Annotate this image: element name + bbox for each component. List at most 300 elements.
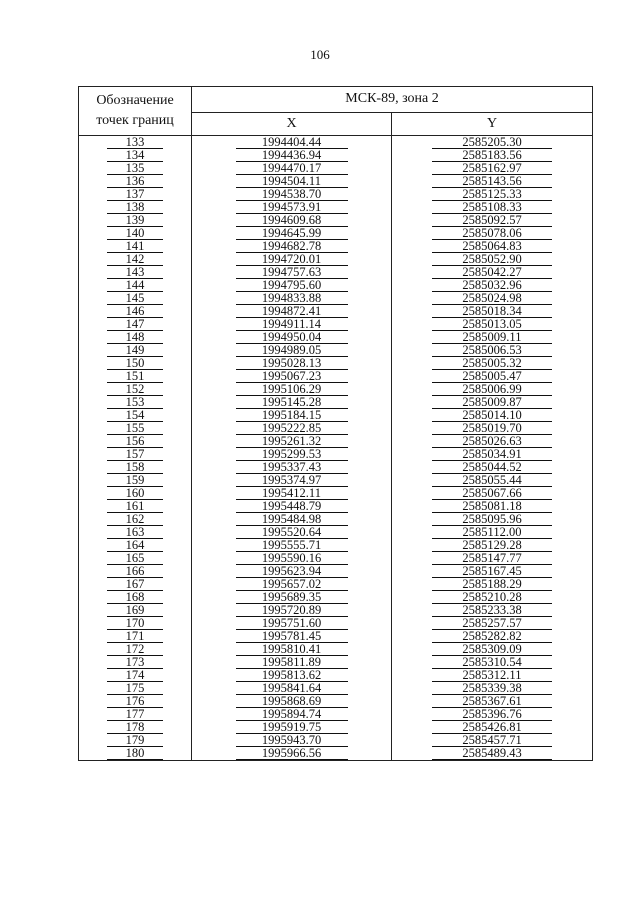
point-number-cell xyxy=(79,331,192,344)
x-coordinate-cell xyxy=(192,227,392,240)
cell-value: 2585095.96 xyxy=(432,514,552,526)
x-coordinate-cell xyxy=(192,695,392,708)
y-coordinate-cell xyxy=(392,734,593,747)
cell-value: 2585367.61 xyxy=(432,696,552,708)
cell-value: 1995590.16 xyxy=(236,553,348,565)
header-coordinate-system: МСК-89, зона 2 xyxy=(192,87,593,113)
cell-value: 1995412.11 xyxy=(236,488,348,500)
y-coordinate-cell xyxy=(392,487,593,500)
cell-value: 1995811.89 xyxy=(236,657,348,669)
cell-value: 160 xyxy=(107,488,163,500)
cell-value: 2585014.10 xyxy=(432,410,552,422)
cell-value: 2585044.52 xyxy=(432,462,552,474)
cell-value: 1995484.98 xyxy=(236,514,348,526)
table-row xyxy=(79,266,593,279)
cell-value: 2585013.05 xyxy=(432,319,552,331)
point-number-cell xyxy=(79,669,192,682)
table-row xyxy=(79,435,593,448)
table-row xyxy=(79,188,593,201)
cell-value: 2585310.54 xyxy=(432,657,552,669)
y-coordinate-cell xyxy=(392,305,593,318)
cell-value: 1994950.04 xyxy=(236,332,348,344)
cell-value: 2585457.71 xyxy=(432,735,552,747)
x-coordinate-cell xyxy=(192,240,392,253)
cell-value: 1994404.44 xyxy=(236,137,348,149)
table-row xyxy=(79,552,593,565)
table-row xyxy=(79,201,593,214)
point-number-cell xyxy=(79,435,192,448)
y-coordinate-cell xyxy=(392,149,593,162)
point-number-cell xyxy=(79,565,192,578)
table-row xyxy=(79,409,593,422)
coordinates-table-wrapper xyxy=(78,86,592,761)
table-row xyxy=(79,331,593,344)
x-coordinate-cell xyxy=(192,201,392,214)
cell-value: 153 xyxy=(107,397,163,409)
table-row xyxy=(79,669,593,682)
y-coordinate-cell xyxy=(392,318,593,331)
point-number-cell xyxy=(79,695,192,708)
point-number-cell xyxy=(79,227,192,240)
cell-value: 1995919.75 xyxy=(236,722,348,734)
cell-value: 1995943.70 xyxy=(236,735,348,747)
y-coordinate-cell xyxy=(392,591,593,604)
cell-value: 146 xyxy=(107,306,163,318)
point-number-cell xyxy=(79,136,192,150)
cell-value: 170 xyxy=(107,618,163,630)
table-row xyxy=(79,695,593,708)
header-x: X xyxy=(192,112,392,135)
y-coordinate-cell xyxy=(392,253,593,266)
table-row xyxy=(79,396,593,409)
point-number-cell xyxy=(79,526,192,539)
cell-value: 1994538.70 xyxy=(236,189,348,201)
table-row xyxy=(79,591,593,604)
x-coordinate-cell xyxy=(192,266,392,279)
cell-value: 1995520.64 xyxy=(236,527,348,539)
cell-value: 2585312.11 xyxy=(432,670,552,682)
cell-value: 158 xyxy=(107,462,163,474)
table-row xyxy=(79,370,593,383)
cell-value: 2585147.77 xyxy=(432,553,552,565)
cell-value: 1994645.99 xyxy=(236,228,348,240)
x-coordinate-cell xyxy=(192,526,392,539)
point-number-cell xyxy=(79,578,192,591)
cell-value: 162 xyxy=(107,514,163,526)
cell-value: 2585055.44 xyxy=(432,475,552,487)
cell-value: 2585210.28 xyxy=(432,592,552,604)
y-coordinate-cell xyxy=(392,708,593,721)
y-coordinate-cell xyxy=(392,136,593,150)
cell-value: 163 xyxy=(107,527,163,539)
x-coordinate-cell xyxy=(192,292,392,305)
point-number-cell xyxy=(79,643,192,656)
x-coordinate-cell xyxy=(192,747,392,761)
point-number-cell xyxy=(79,240,192,253)
y-coordinate-cell xyxy=(392,370,593,383)
y-coordinate-cell xyxy=(392,513,593,526)
table-row xyxy=(79,162,593,175)
cell-value: 1995448.79 xyxy=(236,501,348,513)
x-coordinate-cell xyxy=(192,344,392,357)
cell-value: 1995720.89 xyxy=(236,605,348,617)
y-coordinate-cell xyxy=(392,201,593,214)
cell-value: 1994609.68 xyxy=(236,215,348,227)
y-coordinate-cell xyxy=(392,565,593,578)
cell-value: 1995841.64 xyxy=(236,683,348,695)
y-coordinate-cell xyxy=(392,578,593,591)
table-row xyxy=(79,474,593,487)
x-coordinate-cell xyxy=(192,487,392,500)
cell-value: 1995145.28 xyxy=(236,397,348,409)
x-coordinate-cell xyxy=(192,305,392,318)
point-number-cell xyxy=(79,266,192,279)
x-coordinate-cell xyxy=(192,188,392,201)
y-coordinate-cell xyxy=(392,643,593,656)
y-coordinate-cell xyxy=(392,227,593,240)
y-coordinate-cell xyxy=(392,474,593,487)
point-number-cell xyxy=(79,448,192,461)
coordinates-table xyxy=(78,86,593,761)
y-coordinate-cell xyxy=(392,747,593,761)
point-number-cell xyxy=(79,513,192,526)
x-coordinate-cell xyxy=(192,734,392,747)
x-coordinate-cell xyxy=(192,565,392,578)
cell-value: 168 xyxy=(107,592,163,604)
x-coordinate-cell xyxy=(192,513,392,526)
cell-value: 175 xyxy=(107,683,163,695)
cell-value: 141 xyxy=(107,241,163,253)
y-coordinate-cell xyxy=(392,721,593,734)
table-row xyxy=(79,422,593,435)
cell-value: 2585026.63 xyxy=(432,436,552,448)
y-coordinate-cell xyxy=(392,630,593,643)
point-number-cell xyxy=(79,253,192,266)
point-number-cell xyxy=(79,734,192,747)
point-number-cell xyxy=(79,721,192,734)
y-coordinate-cell xyxy=(392,617,593,630)
y-coordinate-cell xyxy=(392,331,593,344)
cell-value: 1995813.62 xyxy=(236,670,348,682)
table-row xyxy=(79,526,593,539)
cell-value: 2585143.56 xyxy=(432,176,552,188)
point-number-cell xyxy=(79,474,192,487)
x-coordinate-cell xyxy=(192,539,392,552)
cell-value: 135 xyxy=(107,163,163,175)
x-coordinate-cell xyxy=(192,461,392,474)
point-number-cell xyxy=(79,344,192,357)
y-coordinate-cell xyxy=(392,682,593,695)
cell-value: 169 xyxy=(107,605,163,617)
point-number-cell xyxy=(79,617,192,630)
cell-value: 152 xyxy=(107,384,163,396)
cell-value: 2585426.81 xyxy=(432,722,552,734)
table-row xyxy=(79,227,593,240)
cell-value: 143 xyxy=(107,267,163,279)
y-coordinate-cell xyxy=(392,656,593,669)
cell-value: 133 xyxy=(107,137,163,149)
y-coordinate-cell xyxy=(392,422,593,435)
table-row xyxy=(79,682,593,695)
x-coordinate-cell xyxy=(192,331,392,344)
cell-value: 142 xyxy=(107,254,163,266)
cell-value: 2585129.28 xyxy=(432,540,552,552)
x-coordinate-cell xyxy=(192,318,392,331)
cell-value: 2585162.97 xyxy=(432,163,552,175)
y-coordinate-cell xyxy=(392,344,593,357)
x-coordinate-cell xyxy=(192,500,392,513)
table-row xyxy=(79,604,593,617)
cell-value: 139 xyxy=(107,215,163,227)
point-number-cell xyxy=(79,149,192,162)
table-row xyxy=(79,747,593,761)
table-row xyxy=(79,292,593,305)
table-body xyxy=(79,136,593,761)
cell-value: 1995184.15 xyxy=(236,410,348,422)
table-row xyxy=(79,565,593,578)
cell-value: 150 xyxy=(107,358,163,370)
cell-value: 1994682.78 xyxy=(236,241,348,253)
table-row xyxy=(79,487,593,500)
y-coordinate-cell xyxy=(392,448,593,461)
point-number-cell xyxy=(79,370,192,383)
cell-value: 1994504.11 xyxy=(236,176,348,188)
table-row xyxy=(79,461,593,474)
cell-value: 2585067.66 xyxy=(432,488,552,500)
cell-value: 1995894.74 xyxy=(236,709,348,721)
table-row xyxy=(79,500,593,513)
cell-value: 157 xyxy=(107,449,163,461)
table-row xyxy=(79,617,593,630)
point-number-cell xyxy=(79,604,192,617)
cell-value: 2585052.90 xyxy=(432,254,552,266)
cell-value: 156 xyxy=(107,436,163,448)
y-coordinate-cell xyxy=(392,175,593,188)
table-row xyxy=(79,708,593,721)
cell-value: 177 xyxy=(107,709,163,721)
point-number-cell xyxy=(79,201,192,214)
cell-value: 2585282.82 xyxy=(432,631,552,643)
header-point-designation: Обозначение точек границ xyxy=(79,87,192,136)
x-coordinate-cell xyxy=(192,279,392,292)
y-coordinate-cell xyxy=(392,162,593,175)
x-coordinate-cell xyxy=(192,591,392,604)
point-number-cell xyxy=(79,318,192,331)
cell-value: 172 xyxy=(107,644,163,656)
cell-value: 2585005.32 xyxy=(432,358,552,370)
cell-value: 2585018.34 xyxy=(432,306,552,318)
cell-value: 140 xyxy=(107,228,163,240)
cell-value: 138 xyxy=(107,202,163,214)
cell-value: 1994436.94 xyxy=(236,150,348,162)
x-coordinate-cell xyxy=(192,721,392,734)
table-row xyxy=(79,448,593,461)
point-number-cell xyxy=(79,175,192,188)
point-number-cell xyxy=(79,591,192,604)
y-coordinate-cell xyxy=(392,357,593,370)
x-coordinate-cell xyxy=(192,136,392,150)
cell-value: 171 xyxy=(107,631,163,643)
point-number-cell xyxy=(79,630,192,643)
x-coordinate-cell xyxy=(192,682,392,695)
point-number-cell xyxy=(79,357,192,370)
cell-value: 2585205.30 xyxy=(432,137,552,149)
point-number-cell xyxy=(79,682,192,695)
x-coordinate-cell xyxy=(192,643,392,656)
table-row xyxy=(79,279,593,292)
point-number-cell xyxy=(79,422,192,435)
cell-value: 145 xyxy=(107,293,163,305)
cell-value: 2585257.57 xyxy=(432,618,552,630)
page-number: 106 xyxy=(310,47,330,62)
cell-value: 134 xyxy=(107,150,163,162)
cell-value: 2585064.83 xyxy=(432,241,552,253)
cell-value: 165 xyxy=(107,553,163,565)
cell-value: 1994872.41 xyxy=(236,306,348,318)
point-number-cell xyxy=(79,279,192,292)
cell-value: 147 xyxy=(107,319,163,331)
cell-value: 166 xyxy=(107,566,163,578)
cell-value: 1994757.63 xyxy=(236,267,348,279)
cell-value: 1995657.02 xyxy=(236,579,348,591)
point-number-cell xyxy=(79,396,192,409)
cell-value: 137 xyxy=(107,189,163,201)
cell-value: 1995028.13 xyxy=(236,358,348,370)
cell-value: 1994833.88 xyxy=(236,293,348,305)
cell-value: 1995261.32 xyxy=(236,436,348,448)
cell-value: 2585396.76 xyxy=(432,709,552,721)
table-row xyxy=(79,175,593,188)
point-number-cell xyxy=(79,383,192,396)
y-coordinate-cell xyxy=(392,409,593,422)
cell-value: 164 xyxy=(107,540,163,552)
table-row xyxy=(79,344,593,357)
cell-value: 1995067.23 xyxy=(236,371,348,383)
cell-value: 2585042.27 xyxy=(432,267,552,279)
cell-value: 151 xyxy=(107,371,163,383)
y-coordinate-cell xyxy=(392,396,593,409)
cell-value: 1994573.91 xyxy=(236,202,348,214)
x-coordinate-cell xyxy=(192,474,392,487)
x-coordinate-cell xyxy=(192,578,392,591)
cell-value: 2585309.09 xyxy=(432,644,552,656)
cell-value: 167 xyxy=(107,579,163,591)
y-coordinate-cell xyxy=(392,552,593,565)
x-coordinate-cell xyxy=(192,383,392,396)
cell-value: 1994470.17 xyxy=(236,163,348,175)
x-coordinate-cell xyxy=(192,656,392,669)
cell-value: 1995374.97 xyxy=(236,475,348,487)
x-coordinate-cell xyxy=(192,370,392,383)
cell-value: 1994911.14 xyxy=(236,319,348,331)
table-row xyxy=(79,318,593,331)
point-number-cell xyxy=(79,214,192,227)
point-number-cell xyxy=(79,708,192,721)
table-row xyxy=(79,253,593,266)
point-number-cell xyxy=(79,162,192,175)
cell-value: 2585339.38 xyxy=(432,683,552,695)
cell-value: 1995868.69 xyxy=(236,696,348,708)
cell-value: 1995555.71 xyxy=(236,540,348,552)
cell-value: 179 xyxy=(107,735,163,747)
x-coordinate-cell xyxy=(192,448,392,461)
cell-value: 1994720.01 xyxy=(236,254,348,266)
x-coordinate-cell xyxy=(192,214,392,227)
y-coordinate-cell xyxy=(392,461,593,474)
x-coordinate-cell xyxy=(192,630,392,643)
point-number-cell xyxy=(79,500,192,513)
cell-value: 2585489.43 xyxy=(432,748,552,760)
cell-value: 1994989.05 xyxy=(236,345,348,357)
y-coordinate-cell xyxy=(392,383,593,396)
y-coordinate-cell xyxy=(392,539,593,552)
cell-value: 1995966.56 xyxy=(236,748,348,760)
x-coordinate-cell xyxy=(192,396,392,409)
cell-value: 144 xyxy=(107,280,163,292)
cell-value: 2585009.11 xyxy=(432,332,552,344)
cell-value: 2585188.29 xyxy=(432,579,552,591)
table-row xyxy=(79,643,593,656)
x-coordinate-cell xyxy=(192,175,392,188)
y-coordinate-cell xyxy=(392,526,593,539)
y-coordinate-cell xyxy=(392,500,593,513)
table-row xyxy=(79,630,593,643)
cell-value: 174 xyxy=(107,670,163,682)
cell-value: 2585009.87 xyxy=(432,397,552,409)
x-coordinate-cell xyxy=(192,162,392,175)
cell-value: 1995781.45 xyxy=(236,631,348,643)
cell-value: 1995810.41 xyxy=(236,644,348,656)
cell-value: 1995689.35 xyxy=(236,592,348,604)
table-row xyxy=(79,136,593,150)
y-coordinate-cell xyxy=(392,266,593,279)
point-number-cell xyxy=(79,747,192,761)
table-row xyxy=(79,734,593,747)
point-number-cell xyxy=(79,188,192,201)
x-coordinate-cell xyxy=(192,617,392,630)
cell-value: 173 xyxy=(107,657,163,669)
cell-value: 178 xyxy=(107,722,163,734)
cell-value: 149 xyxy=(107,345,163,357)
cell-value: 2585233.38 xyxy=(432,605,552,617)
cell-value: 1995222.85 xyxy=(236,423,348,435)
cell-value: 136 xyxy=(107,176,163,188)
cell-value: 2585024.98 xyxy=(432,293,552,305)
x-coordinate-cell xyxy=(192,253,392,266)
cell-value: 1994795.60 xyxy=(236,280,348,292)
y-coordinate-cell xyxy=(392,214,593,227)
x-coordinate-cell xyxy=(192,669,392,682)
y-coordinate-cell xyxy=(392,604,593,617)
point-number-cell xyxy=(79,409,192,422)
x-coordinate-cell xyxy=(192,357,392,370)
table-row xyxy=(79,383,593,396)
cell-value: 2585006.99 xyxy=(432,384,552,396)
cell-value: 154 xyxy=(107,410,163,422)
cell-value: 176 xyxy=(107,696,163,708)
cell-value: 1995751.60 xyxy=(236,618,348,630)
cell-value: 2585078.06 xyxy=(432,228,552,240)
cell-value: 1995299.53 xyxy=(236,449,348,461)
table-row xyxy=(79,149,593,162)
y-coordinate-cell xyxy=(392,669,593,682)
cell-value: 1995623.94 xyxy=(236,566,348,578)
cell-value: 2585112.00 xyxy=(432,527,552,539)
table-row xyxy=(79,513,593,526)
table-row xyxy=(79,305,593,318)
table-row xyxy=(79,214,593,227)
cell-value: 1995337.43 xyxy=(236,462,348,474)
